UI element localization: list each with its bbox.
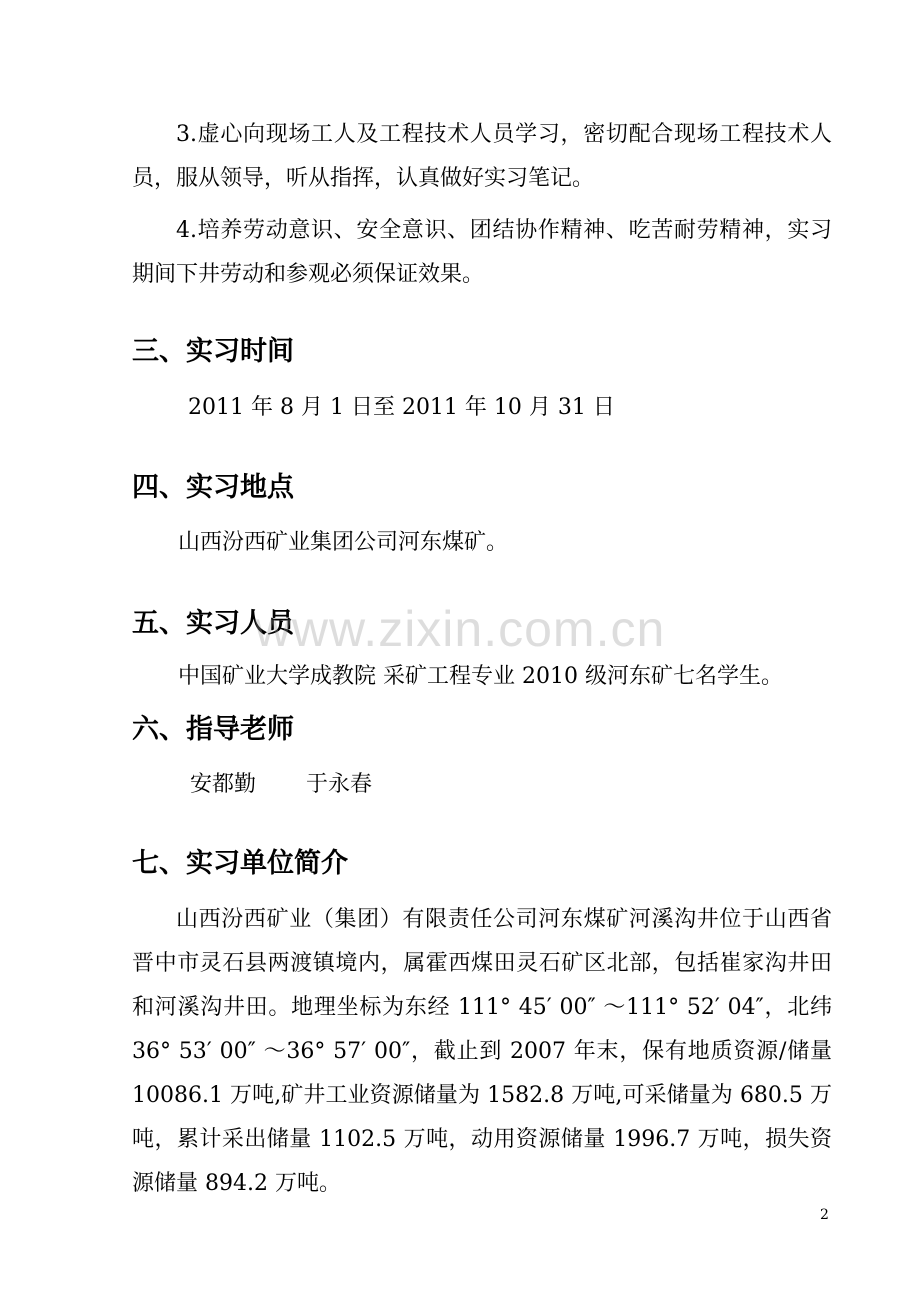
internship-time-text: 2011 年 8 月 1 日至 2011 年 10 月 31 日	[188, 395, 615, 420]
page-number: 2	[820, 1207, 829, 1223]
unit-intro-paragraph: 山西汾西矿业（集团）有限责任公司河东煤矿河溪沟井位于山西省晋中市灵石县两渡镇境内，属霍西煤田灵石矿区北部，包括崔家沟井田和河溪沟井田。地理坐标为东经 111° 45′ 00″ ～111° 52′ 04″，北纬 36° 53′ 00″ ～36° 57′ 00″，截止到 2007 年末，保有地质资源/储量 10086.1 万吨,矿井工业资源储量为 1582.8 万吨,可采储量为 680.5 万吨，累计采出储量 1102.5 万吨，动用资源储量 1996.7 万吨，损失资源储量 894.2 万吨。	[132, 907, 832, 1196]
paragraph-item-3: 3.虚心向现场工人及工程技术人员学习，密切配合现场工程技术人员，服从领导，听从指挥，认真做好实习笔记。	[132, 122, 832, 191]
section-heading-personnel: 五、实习人员	[132, 608, 294, 639]
advisor-name: 于永春	[306, 772, 373, 797]
section-heading-advisors: 六、指导老师	[132, 714, 294, 745]
section-heading-time: 三、实习时间	[132, 336, 294, 367]
section-heading-unit-intro: 七、实习单位简介	[132, 848, 348, 879]
internship-location-text: 山西汾西矿业集团公司河东煤矿。	[178, 530, 509, 555]
advisor-name: 安都勤	[190, 772, 257, 797]
paragraph-item-4: 4.培养劳动意识、安全意识、团结协作精神、吃苦耐劳精神，实习期间下井劳动和参观必须保证效果。	[132, 218, 832, 287]
section-heading-location: 四、实习地点	[132, 472, 294, 503]
internship-personnel-text: 中国矿业大学成教院 采矿工程专业 2010 级河东矿七名学生。	[178, 664, 783, 689]
site-watermark: www.zixin.com.cn	[254, 601, 666, 657]
